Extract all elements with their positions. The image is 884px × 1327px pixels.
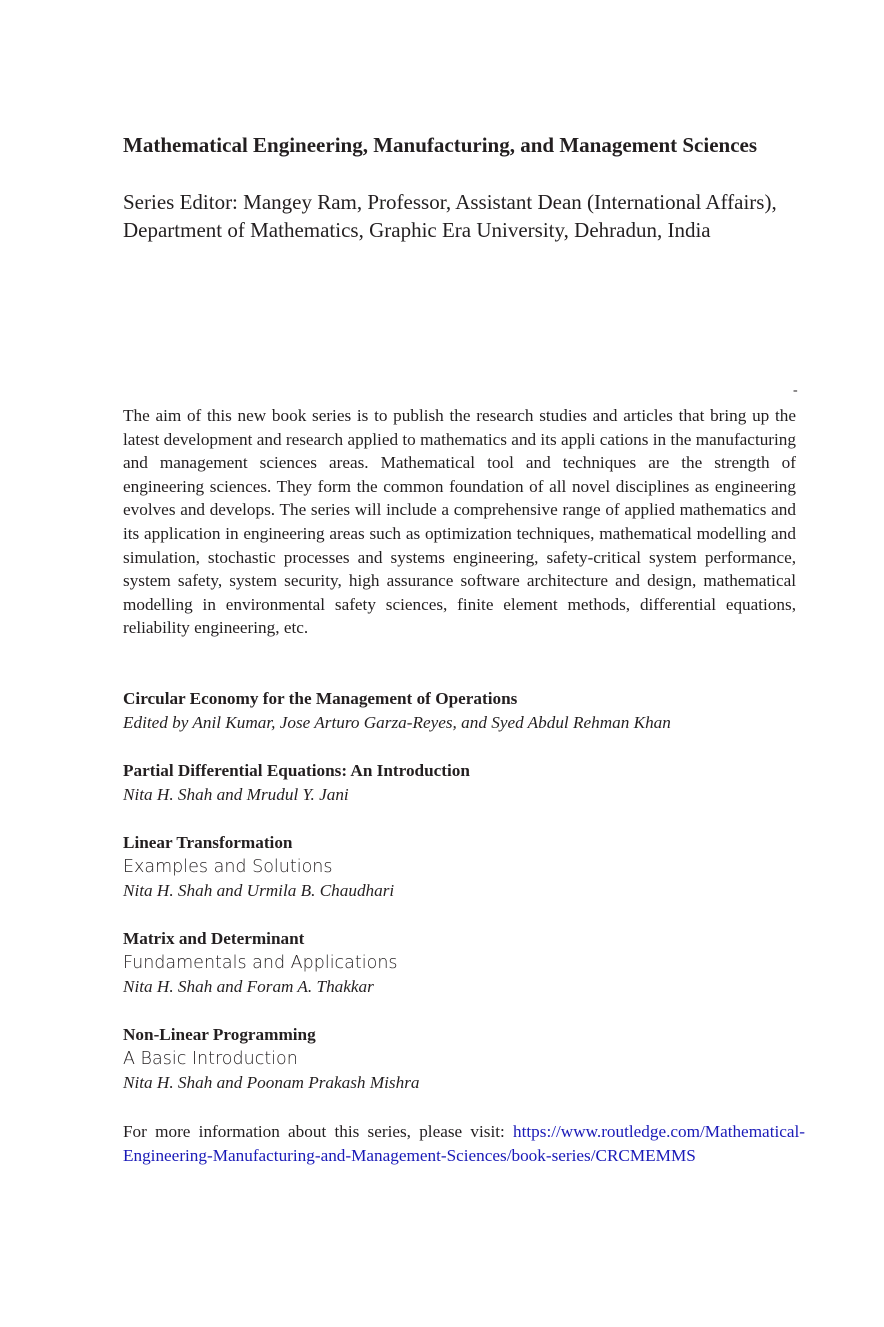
book-authors: Nita H. Shah and Poonam Prakash Mishra — [123, 1073, 420, 1092]
margin-marker: - — [793, 383, 798, 398]
book-subtitle: Fundamentals and Applications — [123, 953, 398, 973]
book-title: Partial Differential Equations: An Introduction — [123, 761, 470, 780]
more-info-text: For more information about this series, please visit: — [123, 1122, 514, 1141]
book-authors: Edited by Anil Kumar, Jose Arturo Garza-Reyes, and Syed Abdul Rehman Khan — [123, 713, 671, 732]
series-link[interactable]: https://www.routledge.com/Mathematical-Engineering-Manufacturing-and-Management-Sciences/book-series/CRCMEMMS — [123, 1122, 805, 1165]
book-title: Non-Linear Programming — [123, 1025, 316, 1044]
book-title: Circular Economy for the Management of Operations — [123, 689, 518, 708]
book-entry — [123, 927, 803, 999]
book-authors: Nita H. Shah and Urmila B. Chaudhari — [123, 881, 395, 900]
book-entry — [123, 759, 803, 807]
book-entry — [123, 687, 803, 735]
book-list — [123, 687, 803, 1119]
book-entry — [123, 1023, 803, 1095]
book-subtitle: A Basic Introduction — [123, 1049, 298, 1069]
book-title: Linear Transformation — [123, 833, 293, 852]
book-title: Matrix and Determinant — [123, 929, 305, 948]
book-authors: Nita H. Shah and Foram A. Thakkar — [123, 977, 374, 996]
book-subtitle: Examples and Solutions — [123, 857, 333, 877]
series-description: The aim of this new book series is to publish the research studies and articles that bring up the latest development and research applied to mathematics and its appli cations in the manufacturing and management sciences areas. Mathematical tool and techniques are the strength of engineering sciences. They form the common foundation of all novel disciplines as engineering evolves and develops. The series will include a comprehensive range of applied mathematics and its application in engineering areas such as optimization techniques, mathematical modelling and simulation, stochastic processes and systems engineering, safety-critical system performance, system safety, system security, high assurance software architecture and design, mathematical modelling in environmental safety sciences, finite element methods, differential equations, reliability engineering, etc. — [123, 406, 796, 638]
book-entry — [123, 831, 803, 903]
book-authors: Nita H. Shah and Mrudul Y. Jani — [123, 785, 349, 804]
series-editor: Series Editor: Mangey Ram, Professor, Assistant Dean (International Affairs), Department of Mathematics, Graphic Era University, Dehradun, India — [123, 190, 777, 242]
series-title: Mathematical Engineering, Manufacturing, and Management Sciences — [123, 133, 758, 157]
more-info-paragraph — [123, 1120, 805, 1168]
